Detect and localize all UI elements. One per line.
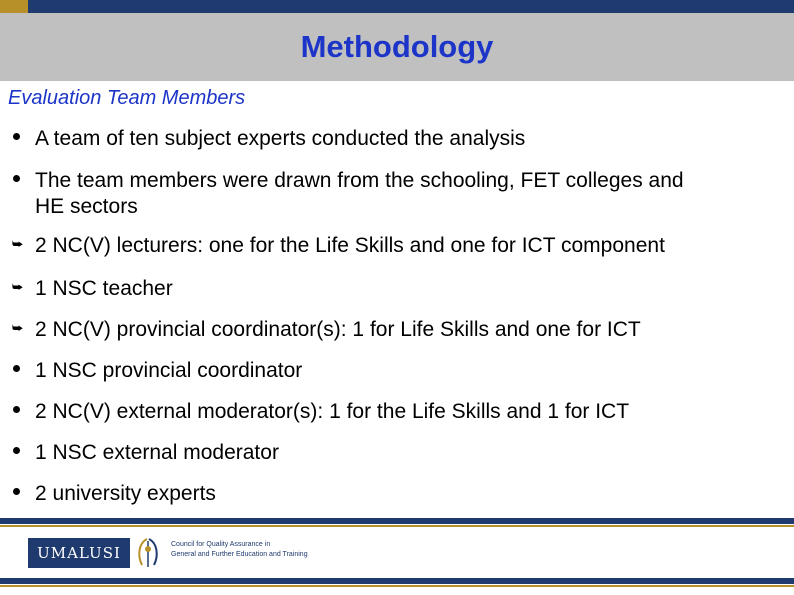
- list-item-text: A team of ten subject experts conducted the analysis: [35, 127, 526, 150]
- logo-tagline-line1: Council for Quality Assurance in: [171, 541, 271, 548]
- bullet-arrow-icon: ⮩: [12, 280, 24, 294]
- list-item-text: 1 NSC external moderator: [35, 441, 279, 464]
- logo-tagline-line2: General and Further Education and Training: [171, 551, 308, 558]
- bullet-dot-icon: [13, 175, 20, 182]
- top-accent: [0, 0, 28, 13]
- list-item-text-continued: HE sectors: [35, 195, 138, 218]
- bullet-arrow-icon: ⮩: [12, 237, 24, 251]
- bullet-arrow-icon: ⮩: [12, 321, 24, 335]
- list-item-text: 2 NC(V) lecturers: one for the Life Skills and one for ICT component: [35, 234, 665, 257]
- list-item-text: 2 university experts: [35, 482, 216, 505]
- slide-subtitle: Evaluation Team Members: [8, 87, 246, 109]
- umalusi-logo: UMALUSI: [28, 538, 130, 568]
- bullet-dot-icon: [13, 488, 20, 495]
- list-item-text: 1 NSC teacher: [35, 277, 173, 300]
- list-item-text: 2 NC(V) external moderator(s): 1 for the Life Skills and 1 for ICT: [35, 400, 630, 423]
- footer-rule-top: [0, 518, 794, 524]
- bullet-dot-icon: [13, 447, 20, 454]
- bullet-dot-icon: [13, 365, 20, 372]
- list-item-text: 1 NSC provincial coordinator: [35, 359, 303, 382]
- umalusi-emblem-icon: [133, 535, 163, 571]
- logo-tagline: [171, 540, 341, 560]
- slide-title: Methodology: [300, 29, 494, 64]
- bullet-dot-icon: [13, 406, 20, 413]
- footer-rule-bottom: [0, 578, 794, 584]
- bullet-dot-icon: [13, 133, 20, 140]
- footer-rule-bottom-accent: [0, 585, 794, 587]
- top-strip: [0, 0, 794, 13]
- list-item-text: The team members were drawn from the schooling, FET colleges and: [35, 169, 684, 192]
- list-item-text: 2 NC(V) provincial coordinator(s): 1 for Life Skills and one for ICT: [35, 318, 641, 341]
